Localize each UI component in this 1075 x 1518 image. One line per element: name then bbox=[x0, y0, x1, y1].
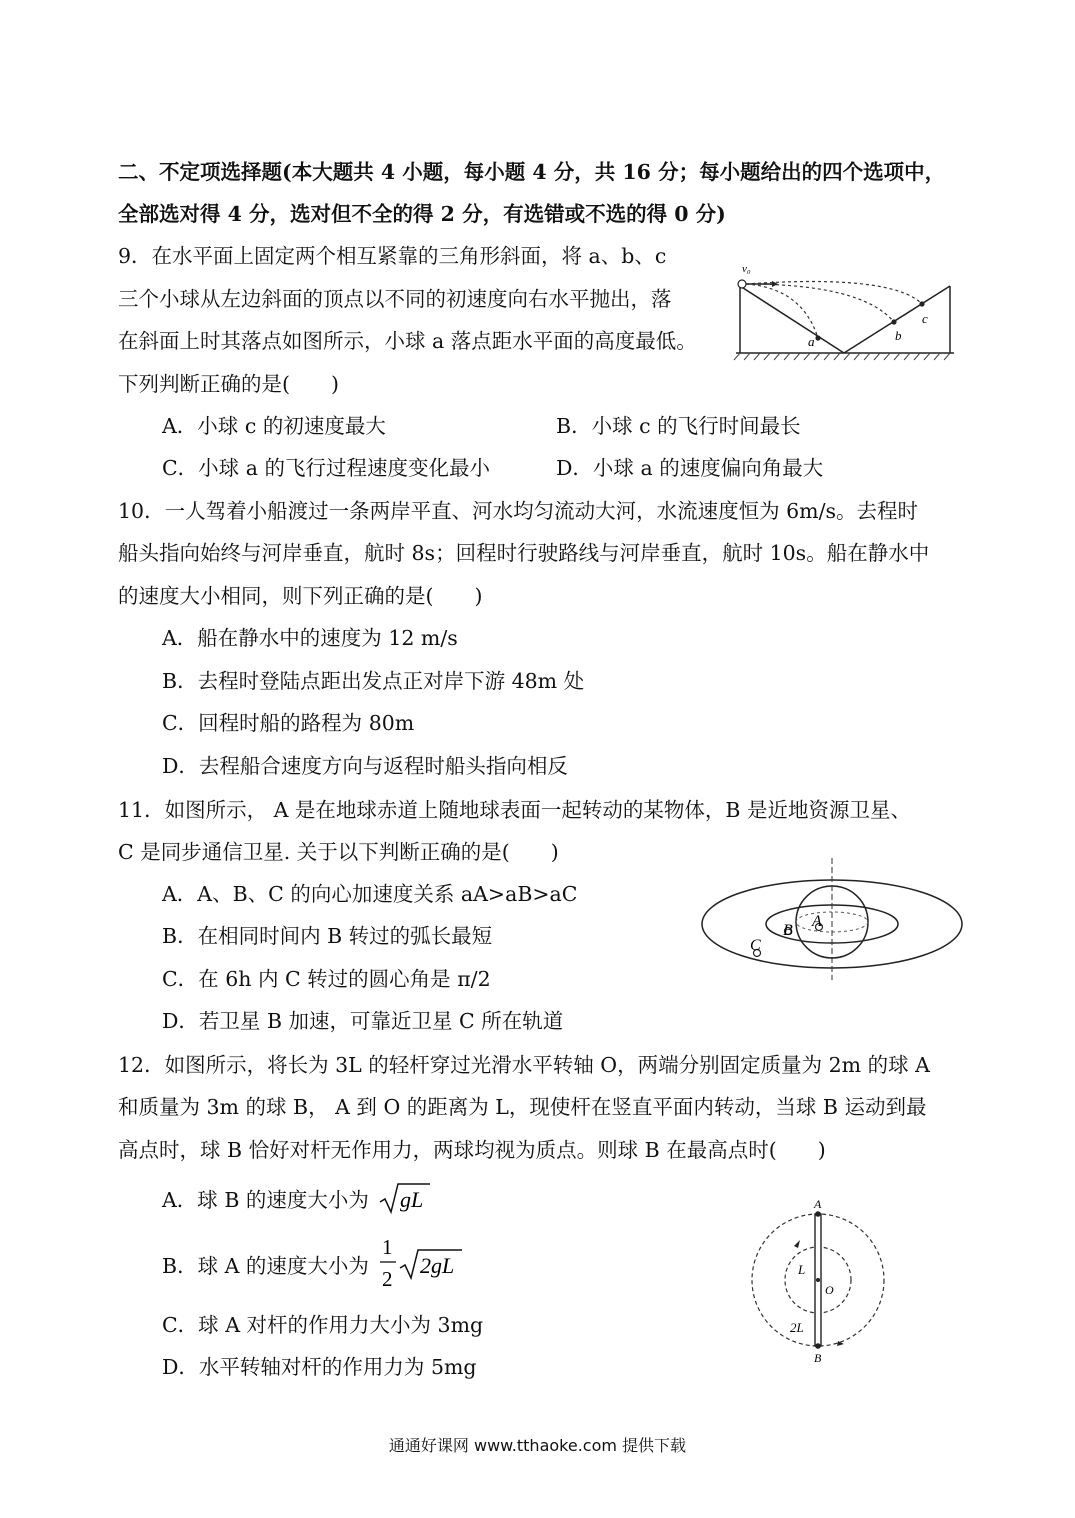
q12-option-b-expression bbox=[378, 1230, 466, 1296]
q11-option-d[interactable]: D．若卫星 B 加速，可靠近卫星 C 所在轨道 bbox=[162, 1009, 564, 1033]
q10-stem-line3: 的速度大小相同，则下列正确的是( ) bbox=[118, 584, 483, 608]
q12-rod-figure bbox=[748, 1194, 888, 1370]
q9-label-c: c bbox=[922, 311, 928, 326]
q11-option-c[interactable]: C．在 6h 内 C 转过的圆心角是 π/2 bbox=[162, 967, 491, 991]
q12-option-b-text: B．球 A 的速度大小为 bbox=[162, 1254, 369, 1278]
section-header-line2: 全部选对得 4 分，选对但不全的得 2 分，有选错或不选的得 0 分) bbox=[118, 202, 726, 226]
section-header-line1: 二、不定项选择题(本大题共 4 小题，每小题 4 分，共 16 分；每小题给出的四个选项中， bbox=[118, 160, 946, 184]
q9-stem-line3: 在斜面上时其落点如图所示，小球 a 落点距水平面的高度最低。 bbox=[118, 329, 697, 353]
q9-stem-line2: 三个小球从左边斜面的顶点以不同的初速度向右水平抛出，落 bbox=[118, 287, 672, 311]
q10-option-d[interactable]: D．去程船合速度方向与返程时船头指向相反 bbox=[162, 754, 568, 778]
q10-stem-line1: 10．一人驾着小船渡过一条两岸平直、河水均匀流动大河，水流速度恒为 6m/s。去程时 bbox=[118, 499, 919, 523]
q12-option-a-radicand: gL bbox=[400, 1187, 424, 1212]
q9-option-a[interactable]: A．小球 c 的初速度最大 bbox=[162, 414, 386, 438]
q9-label-v0: v₀ bbox=[742, 263, 751, 275]
q12-option-b-frac-den: 2 bbox=[382, 1267, 393, 1291]
q9-stem-line4: 下列判断正确的是( ) bbox=[118, 372, 339, 396]
q12-option-a-sqrt bbox=[378, 1180, 432, 1216]
q11-label-a: A bbox=[812, 913, 822, 930]
q9-option-b[interactable]: B．小球 c 的飞行时间最长 bbox=[556, 414, 801, 438]
q10-option-c[interactable]: C．回程时船的路程为 80m bbox=[162, 711, 415, 735]
q9-incline-figure bbox=[732, 256, 960, 366]
q11-stem-line1: 11．如图所示， A 是在地球赤道上随地球表面一起转动的某物体，B 是近地资源卫星、 bbox=[118, 798, 912, 822]
q12-label-b: B bbox=[814, 1351, 822, 1365]
q11-label-b: B bbox=[783, 922, 793, 939]
q10-option-a[interactable]: A．船在静水中的速度为 12 m/s bbox=[162, 626, 458, 650]
q12-label-l: L bbox=[798, 1262, 806, 1277]
q12-label-2l: 2L bbox=[790, 1320, 804, 1335]
q12-label-o: O bbox=[825, 1283, 834, 1297]
q11-label-c: C bbox=[750, 937, 761, 954]
q12-label-a: A bbox=[814, 1197, 822, 1211]
q10-stem-line2: 船头指向始终与河岸垂直，航时 8s；回程时行驶路线与河岸垂直，航时 10s。船在静水中 bbox=[118, 541, 930, 565]
q10-option-b[interactable]: B．去程时登陆点距出发点正对岸下游 48m 处 bbox=[162, 669, 585, 693]
q9-option-d[interactable]: D．小球 a 的速度偏向角最大 bbox=[556, 456, 824, 480]
q11-stem-line2: C 是同步通信卫星. 关于以下判断正确的是( ) bbox=[118, 840, 559, 864]
q11-orbit-figure bbox=[698, 852, 966, 984]
page-footer: 通通好课网 www.tthaoke.com 提供下载 bbox=[388, 1436, 687, 1455]
q11-option-b[interactable]: B．在相同时间内 B 转过的弧长最短 bbox=[162, 924, 493, 948]
q11-option-a[interactable]: A．A、B、C 的向心加速度关系 aA>aB>aC bbox=[162, 882, 578, 906]
q12-option-b-radicand: 2gL bbox=[420, 1253, 455, 1278]
q12-option-b-frac-num: 1 bbox=[382, 1235, 393, 1259]
q12-option-c[interactable]: C．球 A 对杆的作用力大小为 3mg bbox=[162, 1313, 484, 1337]
q12-option-a[interactable] bbox=[162, 1186, 369, 1214]
q12-stem-line2: 和质量为 3m 的球 B， A 到 O 的距离为 L，现使杆在竖直平面内转动，当球 B 运动到最 bbox=[118, 1095, 927, 1119]
q9-label-a: a bbox=[808, 334, 815, 349]
q12-stem-line1: 12．如图所示，将长为 3L 的轻杆穿过光滑水平转轴 O，两端分别固定质量为 2m 的球 A bbox=[118, 1053, 930, 1077]
q12-option-a-text: A．球 B 的速度大小为 bbox=[162, 1188, 369, 1212]
q12-stem-line3: 高点时，球 B 恰好对杆无作用力，两球均视为质点。则球 B 在最高点时( ) bbox=[118, 1138, 826, 1162]
q9-label-b: b bbox=[895, 328, 902, 343]
q12-option-d[interactable]: D．水平转轴对杆的作用力为 5mg bbox=[162, 1355, 477, 1379]
q9-stem-line1: 9．在水平面上固定两个相互紧靠的三角形斜面，将 a、b、c bbox=[118, 244, 667, 268]
q12-option-b[interactable] bbox=[162, 1252, 369, 1280]
q9-option-c[interactable]: C．小球 a 的飞行过程速度变化最小 bbox=[162, 456, 490, 480]
